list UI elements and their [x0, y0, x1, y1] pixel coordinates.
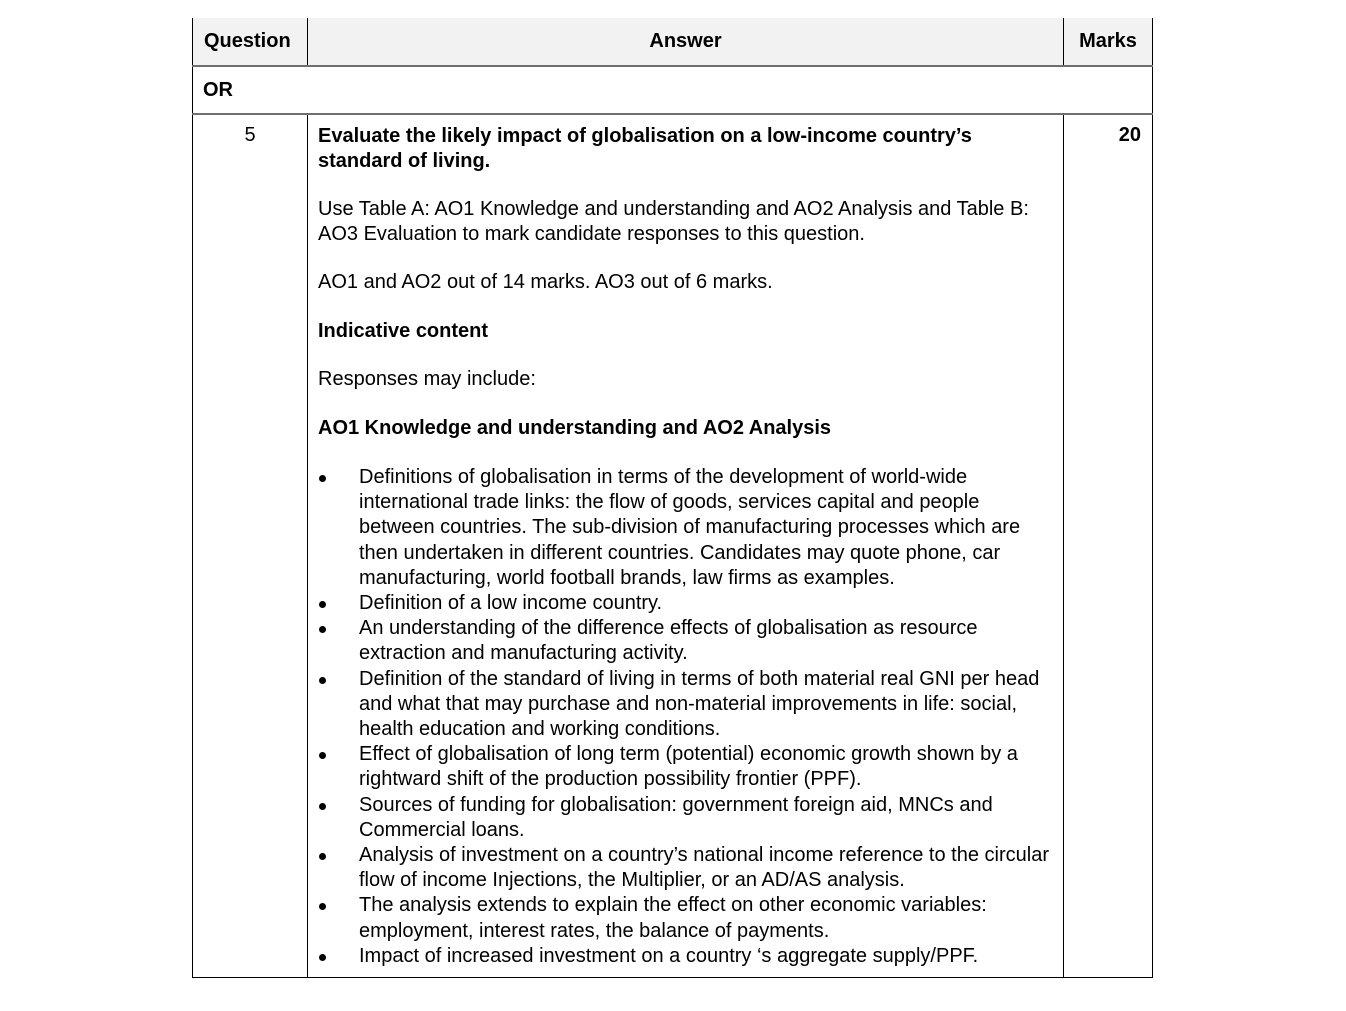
ao1-ao2-heading: AO1 Knowledge and understanding and AO2 Analysis	[318, 416, 832, 439]
list-item: Definition of the standard of living in terms of both material real GNI per head and what that may purchase and non-material improvements in life: social, health education and working conditions.	[359, 667, 1040, 741]
list-item: Definition of a low income country.	[359, 592, 663, 615]
question-prompt: Evaluate the likely impact of globalisation on a low-income country’s standard of living.	[318, 125, 972, 172]
header-marks: Marks	[1064, 18, 1153, 66]
indicative-content-heading: Indicative content	[318, 319, 489, 342]
list-item: Analysis of investment on a country’s national income reference to the circular flow of income Injections, the Multiplier, or an AD/AS analysis.	[359, 844, 1049, 892]
question-number: 5	[193, 114, 308, 978]
table-row	[193, 114, 1153, 978]
indicative-bullet-list	[318, 465, 1053, 969]
marks-value: 20	[1064, 114, 1153, 978]
list-item: An understanding of the difference effects of globalisation as resource extraction and manufacturing activity.	[359, 617, 978, 665]
or-separator-row	[193, 66, 1153, 114]
header-question: Question	[193, 18, 308, 66]
responses-intro: Responses may include:	[318, 368, 536, 390]
answer-cell	[308, 114, 1064, 978]
list-item: Definitions of globalisation in terms of the development of world-wide international trade links: the flow of goods, services capital and people between countries. The sub-division of manufacturing processes which are then undertaken in different countries. Candidates may quote phone, car manufacturing, world football brands, law firms as examples.	[359, 466, 1021, 589]
mark-split: AO1 and AO2 out of 14 marks. AO3 out of 6 marks.	[318, 271, 773, 293]
header-answer: Answer	[308, 18, 1064, 66]
header-row	[193, 18, 1153, 66]
list-item: Sources of funding for globalisation: government foreign aid, MNCs and Commercial loans.	[359, 793, 993, 841]
list-item: The analysis extends to explain the effect on other economic variables: employment, interest rates, the balance of payments.	[359, 894, 987, 942]
mark-scheme-table	[192, 18, 1153, 978]
list-item: Impact of increased investment on a country ‘s aggregate supply/PPF.	[359, 944, 979, 967]
list-item: Effect of globalisation of long term (potential) economic growth shown by a rightward shift of the production possibility frontier (PPF).	[359, 743, 1018, 791]
or-label: OR	[193, 66, 1153, 114]
marking-instructions: Use Table A: AO1 Knowledge and understanding and AO2 Analysis and Table B: AO3 Evaluation to mark candidate responses to this question.	[318, 198, 1029, 245]
